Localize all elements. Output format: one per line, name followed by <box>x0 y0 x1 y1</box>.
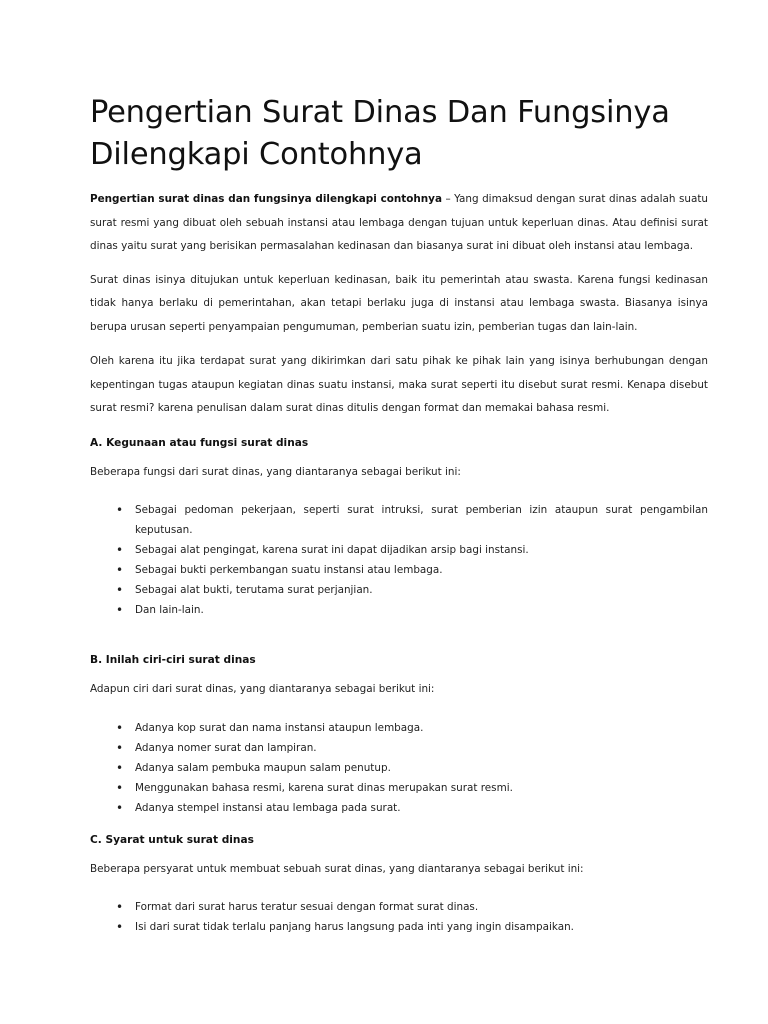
body-paragraph: Surat dinas isinya ditujukan untuk keperluan kedinasan, baik itu pemerintah atau swasta. Karena fungsi kedinasan tidak hanya berlaku di pemerintahan, akan tetapi berlaku juga di instansi atau lembaga swasta. Biasanya isinya berupa urusan seperti penyampaian pengumuman, pemberian suatu izin, pemberian tugas dan lain-lain. <box>90 273 708 333</box>
lead-paragraph <box>90 188 708 259</box>
section-intro-c: Beberapa persyarat untuk membuat sebuah surat dinas, yang diantaranya sebagai berikut ini: <box>90 862 584 875</box>
list-item <box>90 798 708 818</box>
bullet-icon: • <box>116 563 124 577</box>
list-item <box>90 600 708 620</box>
section-heading-b: B. Inilah ciri-ciri surat dinas <box>90 654 256 666</box>
bullet-icon: • <box>116 720 124 735</box>
bullet-icon: • <box>116 740 124 755</box>
list-item-text: Sebagai alat bukti, terutama surat perjanjian. <box>135 584 373 596</box>
list-item <box>90 580 708 600</box>
section-intro-b: Adapun ciri dari surat dinas, yang diantaranya sebagai berikut ini: <box>90 683 435 695</box>
list-item-text: Sebagai pedoman pekerjaan, seperti surat intruksi, surat pemberian izin ataupun surat pengambilan keputusan. <box>135 504 708 536</box>
bullet-icon: • <box>116 543 124 557</box>
bullet-icon: • <box>116 920 124 934</box>
body-paragraph: Oleh karena itu jika terdapat surat yang dikirimkan dari satu pihak ke pihak lain yang isinya berhubungan dengan kepentingan tugas ataupun kegiatan dinas suatu instansi, maka surat seperti itu disebut surat resmi. Kenapa disebut surat resmi? karena penulisan dalam surat dinas ditulis dengan format dan memakai bahasa resmi. <box>90 355 708 414</box>
list-item-text: Format dari surat harus teratur sesuai dengan format surat dinas. <box>135 901 479 913</box>
list-item <box>90 897 708 917</box>
list-item-text: Isi dari surat tidak terlalu panjang harus langsung pada inti yang ingin disampaikan. <box>135 921 574 933</box>
list-item <box>90 738 708 758</box>
page-title: Pengertian Surat Dinas Dan Fungsinya Dilengkapi Contohnya <box>90 95 670 172</box>
bullet-icon: • <box>116 603 124 617</box>
bullet-icon: • <box>116 800 124 815</box>
list-item-text: Adanya salam pembuka maupun salam penutup. <box>135 761 391 774</box>
list-item-text: Adanya stempel instansi atau lembaga pada surat. <box>135 801 401 814</box>
list-item <box>90 540 708 560</box>
list-item <box>90 758 708 778</box>
list-item-text: Sebagai bukti perkembangan suatu instansi atau lembaga. <box>135 564 443 576</box>
section-heading-a: A. Kegunaan atau fungsi surat dinas <box>90 436 309 449</box>
section-intro-a: Beberapa fungsi dari surat dinas, yang diantaranya sebagai berikut ini: <box>90 465 461 478</box>
document-page <box>90 92 708 937</box>
lead-text: – Yang dimaksud dengan surat dinas adalah suatu surat resmi yang dibuat oleh sebuah instansi atau lembaga dengan tujuan untuk keperluan dinas. Atau definisi surat dinas yaitu surat yang berisikan permasalahan kedinasan dan biasanya surat ini dibuat oleh instansi atau lembaga. <box>90 193 708 252</box>
bullet-icon: • <box>116 900 124 914</box>
bullet-icon: • <box>116 583 124 597</box>
bullet-list-c <box>90 897 708 937</box>
list-item-text: Dan lain-lain. <box>135 604 204 616</box>
list-item-text: Menggunakan bahasa resmi, karena surat dinas merupakan surat resmi. <box>135 781 513 794</box>
section-heading-c: C. Syarat untuk surat dinas <box>90 833 254 846</box>
list-item-text: Sebagai alat pengingat, karena surat ini dapat dijadikan arsip bagi instansi. <box>135 544 529 556</box>
bullet-icon: • <box>116 503 124 517</box>
bullet-list-a <box>90 500 708 620</box>
list-item-text: Adanya nomer surat dan lampiran. <box>135 741 317 754</box>
list-item <box>90 778 708 798</box>
list-item-text: Adanya kop surat dan nama instansi ataupun lembaga. <box>135 721 424 734</box>
list-item <box>90 500 708 540</box>
list-item <box>90 718 708 738</box>
list-item <box>90 560 708 580</box>
list-item <box>90 917 708 937</box>
bullet-icon: • <box>116 760 124 775</box>
lead-bold-text: Pengertian surat dinas dan fungsinya dilengkapi contohnya <box>90 193 442 205</box>
bullet-list-b <box>90 718 708 818</box>
bullet-icon: • <box>116 780 124 795</box>
